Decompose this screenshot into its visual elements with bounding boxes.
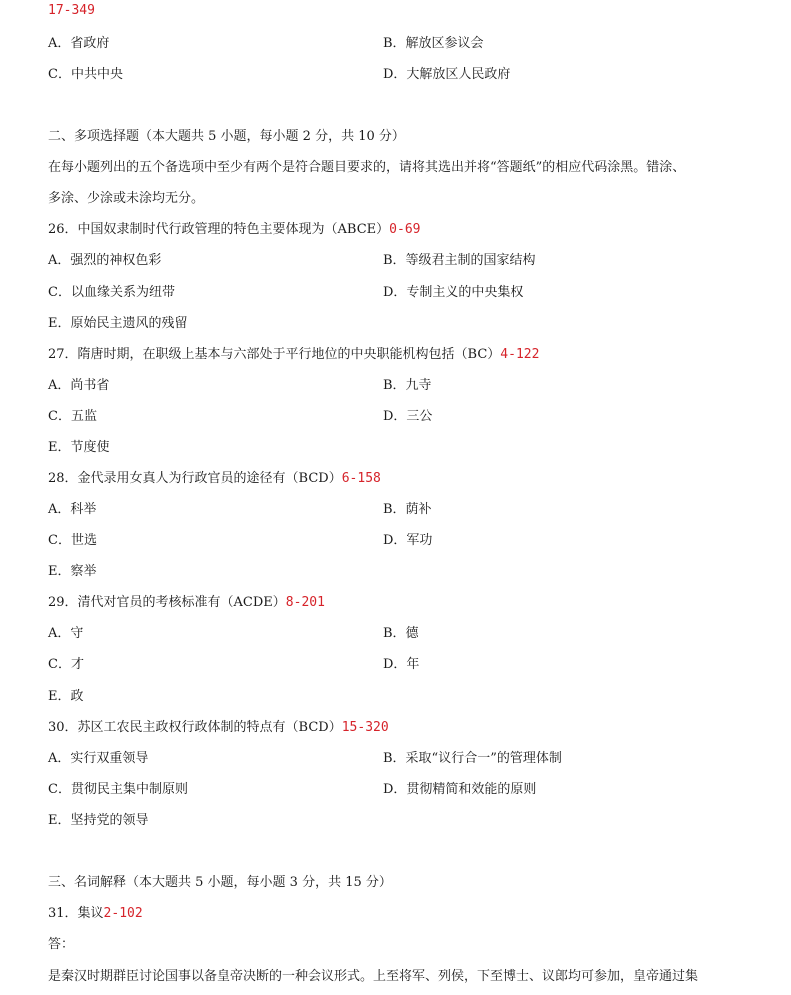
q30-option-d: D．贯彻精简和效能的原则 — [383, 782, 537, 797]
q27-option-b: B．九寺 — [383, 378, 432, 393]
q29-option-e: E．政 — [48, 689, 84, 704]
q29-page-ref: 8-201 — [285, 595, 325, 610]
q29-option-d: D．年 — [383, 657, 420, 672]
q26-option-b: B．等级君主制的国家结构 — [383, 253, 536, 268]
section2-heading: 二、多项选择题（本大题共 5 小题，每小题 2 分，共 10 分） — [48, 129, 405, 144]
q31-stem — [48, 905, 143, 923]
q30-option-e: E．坚持党的领导 — [48, 813, 149, 828]
q25-option-a: A．省政府 — [48, 36, 110, 51]
q30-option-b: B．采取“议行合一”的管理体制 — [383, 751, 562, 766]
q30-page-ref: 15-320 — [341, 720, 389, 735]
q28-option-c: C．世选 — [48, 533, 97, 548]
q27-page-ref: 4-122 — [500, 347, 540, 362]
q27-option-e: E．节度使 — [48, 440, 110, 455]
q31-page-ref: 2-102 — [103, 906, 143, 921]
q28-option-e: E．察举 — [48, 564, 97, 579]
q27-stem — [48, 346, 539, 364]
q28-option-d: D．军功 — [383, 533, 433, 548]
q26-stem-text: 26．中国奴隶制时代行政管理的特色主要体现为（ABCE） — [48, 222, 390, 237]
q26-page-ref: 0-69 — [389, 222, 421, 237]
q29-option-a: A．守 — [48, 626, 84, 641]
q26-option-c: C．以血缘关系为纽带 — [48, 285, 175, 300]
section2-instruction-2: 多涂、少涂或未涂均无分。 — [48, 191, 205, 206]
q29-stem — [48, 594, 325, 612]
q25-option-b: B．解放区参议会 — [383, 36, 484, 51]
q29-stem-text: 29．清代对官员的考核标准有（ACDE） — [48, 595, 286, 610]
q25-page-ref: 17-349 — [48, 3, 95, 18]
q27-option-a: A．尚书省 — [48, 378, 110, 393]
q28-stem — [48, 470, 381, 488]
q26-option-d: D．专制主义的中央集权 — [383, 285, 524, 300]
q28-stem-text: 28．金代录用女真人为行政官员的途径有（BCD） — [48, 471, 342, 486]
q30-stem-text: 30．苏区工农民主政权行政体制的特点有（BCD） — [48, 720, 342, 735]
q30-option-c: C．贯彻民主集中制原则 — [48, 782, 188, 797]
section3-heading: 三、名词解释（本大题共 5 小题，每小题 3 分，共 15 分） — [48, 875, 392, 890]
q28-option-a: A．科举 — [48, 502, 97, 517]
q25-option-c: C．中共中央 — [48, 67, 123, 82]
q27-stem-text: 27．隋唐时期，在职级上基本与六部处于平行地位的中央职能机构包括（BC） — [48, 347, 501, 362]
q27-option-d: D．三公 — [383, 409, 433, 424]
q29-option-c: C．才 — [48, 657, 84, 672]
q25-option-d: D．大解放区人民政府 — [383, 67, 511, 82]
q31-answer-label: 答： — [48, 937, 75, 952]
q26-option-a: A．强烈的神权色彩 — [48, 253, 162, 268]
q30-option-a: A．实行双重领导 — [48, 751, 149, 766]
q29-option-b: B．德 — [383, 626, 419, 641]
q26-stem — [48, 221, 420, 239]
q30-stem — [48, 719, 389, 737]
q28-option-b: B．荫补 — [383, 502, 432, 517]
q27-option-c: C．五监 — [48, 409, 97, 424]
q26-option-e: E．原始民主遗风的残留 — [48, 316, 188, 331]
section2-instruction-1: 在每小题列出的五个备选项中至少有两个是符合题目要求的，请将其选出并将“答题纸”的相应代码涂黑。错涂、 — [48, 160, 686, 175]
q31-stem-text: 31．集议 — [48, 906, 104, 921]
q28-page-ref: 6-158 — [341, 471, 381, 486]
q31-answer-text: 是秦汉时期群臣讨论国事以备皇帝决断的一种会议形式。上至将军、列侯，下至博士、议郎均可参加，皇帝通过集 — [48, 969, 699, 984]
